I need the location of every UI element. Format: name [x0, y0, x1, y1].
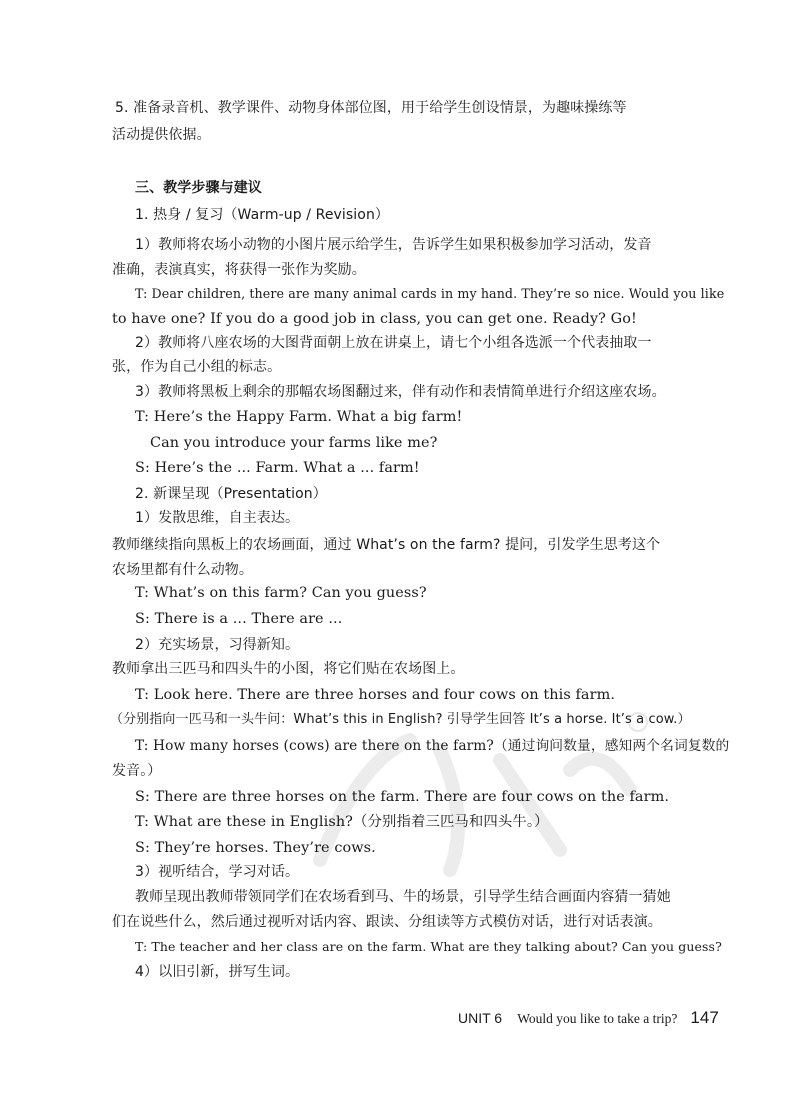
text-line: 1）教师将农场小动物的小图片展示给学生，告诉学生如果积极参加学习活动，发音: [135, 237, 652, 253]
unit-label: UNIT 6: [458, 1010, 503, 1026]
dialogue-line: Can you introduce your farms like me?: [150, 435, 438, 451]
text-line: 准确，表演真实，将获得一张作为奖励。: [112, 262, 366, 278]
text-line: 2）教师将八座农场的大图背面朝上放在讲桌上，请七个小组各选派一个代表抽取一: [135, 335, 652, 351]
text-line: 农场里都有什么动物。: [112, 562, 253, 578]
dialogue-line: T: What are these in English?（分别指着三匹马和四头牛。）: [135, 814, 549, 830]
dialogue-line: S: Here’s the ... Farm. What a ... farm!: [135, 460, 420, 476]
dialogue-line: T: Here’s the Happy Farm. What a big farm!: [135, 409, 463, 425]
text-line: 教师继续指向黑板上的农场画面，通过 What’s on the farm? 提问，引发学生思考这个: [112, 537, 661, 553]
dialogue-line: to have one? If you do a good job in class, you can get one. Ready? Go!: [112, 311, 637, 327]
text-line: 5. 准备录音机、教学课件、动物身体部位图，用于给学生创设情景，为趣味操练等: [115, 100, 627, 116]
unit-title: Would you like to take a trip?: [517, 1011, 678, 1026]
dialogue-line: T: Dear children, there are many animal cards in my hand. They’re so nice. Would you like: [135, 286, 725, 301]
text-line: 4）以旧引新，拼写生词。: [135, 964, 300, 980]
text-line: 张，作为自己小组的标志。: [112, 359, 282, 375]
dialogue-line: T: How many horses (cows) are there on the farm?（通过询问数量，感知两个名词复数的: [135, 738, 730, 754]
page-number: 147: [690, 1008, 719, 1027]
dialogue-line: S: There are three horses on the farm. There are four cows on the farm.: [135, 789, 669, 805]
dialogue-line: T: The teacher and her class are on the farm. What are they talking about? Can you guess?: [135, 939, 722, 954]
subsection-heading: 1. 热身 / 复习（Warm-up / Revision）: [135, 207, 390, 223]
dialogue-line: S: There is a ... There are ...: [135, 611, 343, 627]
text-line: 活动提供依据。: [112, 127, 211, 143]
text-line: 1）发散思维，自主表达。: [135, 510, 300, 526]
subsection-heading: 2. 新课呈现（Presentation）: [135, 486, 327, 502]
dialogue-line: T: What’s on this farm? Can you guess?: [135, 585, 427, 601]
text-line: 2）充实场景，习得新知。: [135, 637, 300, 653]
dialogue-line: S: They’re horses. They’re cows.: [135, 840, 376, 856]
text-line: 发音。）: [112, 763, 162, 779]
text-line: 3）教师将黑板上剩余的那幅农场图翻过来，伴有动作和表情简单进行介绍这座农场。: [135, 384, 666, 400]
text-line: 们在说些什么，然后通过视听对话内容、跟读、分组读等方式模仿对话，进行对话表演。: [112, 914, 662, 930]
text-line: 教师拿出三匹马和四头牛的小图，将它们贴在农场图上。: [112, 661, 465, 677]
page-footer: [458, 1008, 719, 1028]
section-heading: 三、教学步骤与建议: [135, 180, 262, 196]
text-line: 教师呈现出教师带领同学们在农场看到马、牛的场景，引导学生结合画面内容猜一猜她: [135, 889, 671, 905]
dialogue-line: T: Look here. There are three horses and four cows on this farm.: [135, 687, 615, 703]
text-line: （分别指向一匹马和一头牛问：What’s this in English? 引导学生回答 It’s a horse. It’s a cow.）: [110, 712, 691, 727]
text-line: 3）视听结合，学习对话。: [135, 864, 300, 880]
